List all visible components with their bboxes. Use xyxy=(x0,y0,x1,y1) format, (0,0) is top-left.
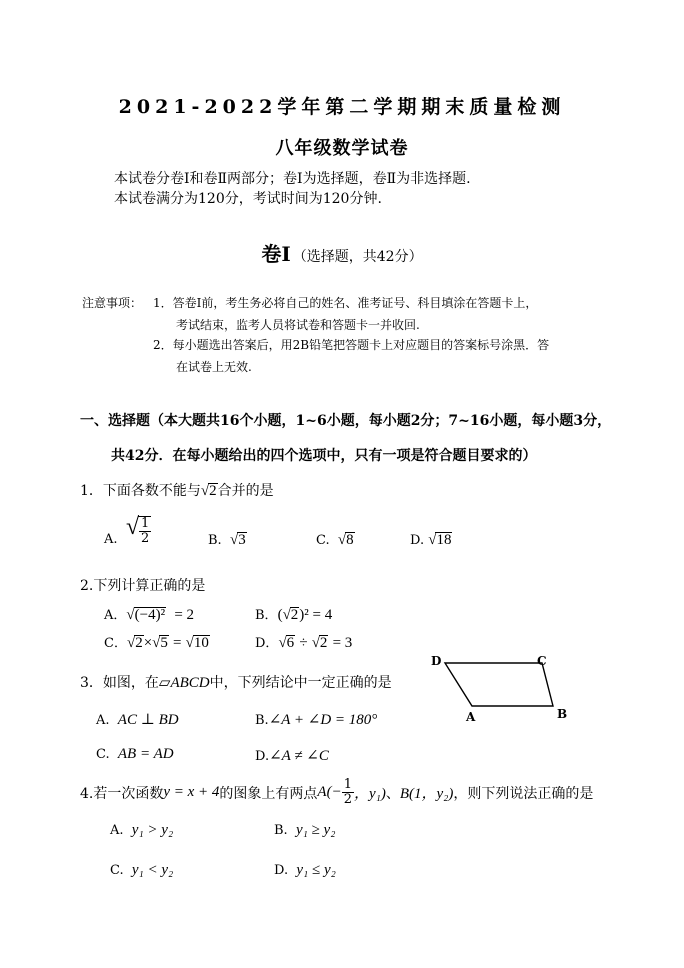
q2-option-b: B．(√2)² = 4 xyxy=(255,607,333,623)
q1-option-b: B. √3 xyxy=(208,532,246,548)
section-1-line-2: 共42分．在每小题给出的四个选项中，只有一项是符合题目要求的） xyxy=(111,448,537,464)
section-1-line-1: 一、选择题（本大题共16个小题，1~6小题，每小题2分；7~16小题，每小题3分， xyxy=(80,413,612,429)
question-1-stem: 1．下面各数不能与√2合并的是 xyxy=(80,483,274,499)
fig-label-b: B xyxy=(557,707,568,721)
q1-stem-text: 1．下面各数不能与 xyxy=(80,483,201,499)
notes-item-1-line-2: 考试结束，监考人员将试卷和答题卡一并收回. xyxy=(176,318,420,332)
q1-option-a-label: A. xyxy=(104,532,118,547)
question-4-stem: 4.若一次函数 y = x + 4 的图象上有两点 A(− $\frac{1}{2}$ ，y₁) 、 B(1，y₂) ，则下列说法正确的是 xyxy=(80,777,594,807)
q1-option-a-num: 1 xyxy=(141,516,150,531)
q1-option-c: C. √8 xyxy=(316,532,354,548)
q1-option-a-radical: √ xyxy=(126,514,140,540)
q2-option-d: D．√6 ÷ √2 = 3 xyxy=(255,635,353,651)
question-3-stem: 3．如图，在▱ABCD中，下列结论中一定正确的是 xyxy=(80,675,392,691)
part-1-label: 卷Ⅰ xyxy=(261,242,291,266)
exam-subtitle: 八年级数学试卷 xyxy=(275,138,409,159)
fig-label-d: D xyxy=(431,654,442,668)
fig-label-a: A xyxy=(466,710,476,724)
exam-title: 2021-2022学年第二学期期末质量检测 xyxy=(118,96,566,118)
q1-option-a-frac xyxy=(138,516,151,546)
q4-option-d: D. y₁ ≤ y₂ xyxy=(274,862,336,878)
q1-option-a-den: 2 xyxy=(141,531,150,546)
q4-option-c: C. y₁ < y₂ xyxy=(110,862,174,878)
intro-line-2: 本试卷满分为120分，考试时间为120分钟. xyxy=(114,191,382,207)
q1-option-d: D. √18 xyxy=(410,532,452,548)
notes-item-1-line-1: 1．答卷Ⅰ前，考生务必将自己的姓名、准考证号、科目填涂在答题卡上， xyxy=(153,296,538,310)
intro-line-1: 本试卷分卷Ⅰ和卷Ⅱ两部分；卷Ⅰ为选择题，卷Ⅱ为非选择题. xyxy=(114,171,471,187)
notes-item-2-line-1: 2．每小题选出答案后，用2B铅笔把答题卡上对应题目的答案标号涂黑．答 xyxy=(153,338,550,352)
question-2-stem: 2.下列计算正确的是 xyxy=(80,578,206,594)
q3-option-b: B.∠A + ∠D = 180° xyxy=(255,712,378,728)
q2-option-c: C．√2×√5 = √10 xyxy=(104,635,209,651)
q2-option-a: A．√(−4)² = 2 xyxy=(104,607,195,623)
part-1-heading xyxy=(0,238,684,267)
q1-stem-radicand: 2 xyxy=(209,483,217,499)
q3-option-c: C. AB = AD xyxy=(96,746,174,762)
q3-parallelogram-symbol: ▱ABCD xyxy=(158,675,210,691)
q3-option-d: D.∠A ≠ ∠C xyxy=(255,748,329,764)
fig-label-c: C xyxy=(537,654,547,668)
part-1-note: （选择题，共42分） xyxy=(292,249,423,265)
parallelogram-shape xyxy=(445,663,553,706)
q4-fraction: $\frac{1}{2}$ xyxy=(343,777,352,807)
q4-option-b: B. y₁ ≥ y₂ xyxy=(274,822,336,838)
q1-stem-text-end: 合并的是 xyxy=(217,483,274,499)
q4-option-a: A. y₁ > y₂ xyxy=(110,822,174,838)
notes-item-2-line-2: 在试卷上无效. xyxy=(176,360,252,374)
notes-label: 注意事项： xyxy=(82,296,143,310)
q3-option-a: A. AC ⊥ BD xyxy=(96,712,179,728)
